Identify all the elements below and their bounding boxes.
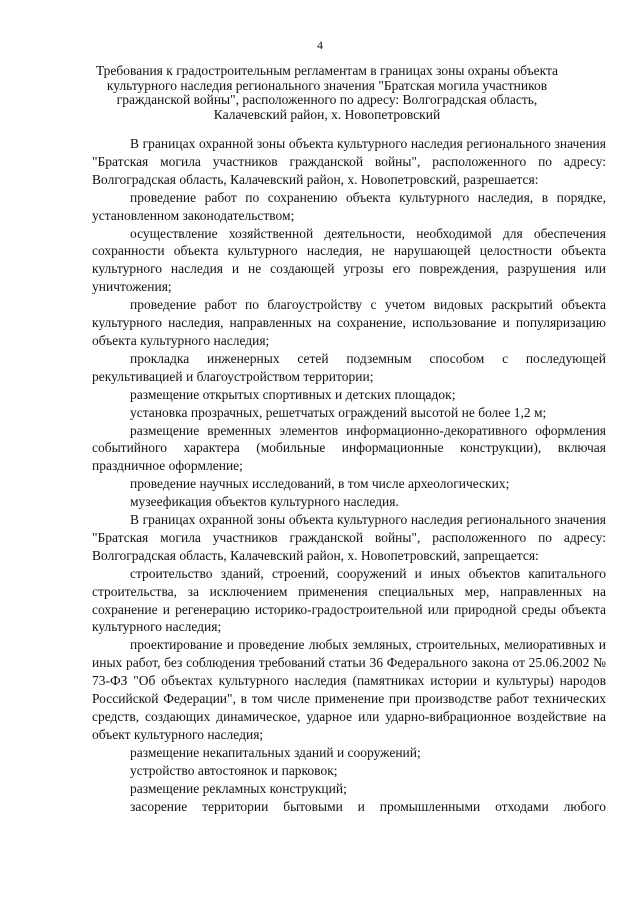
list-item-prohibited: строительство зданий, строений, сооружений и иных объектов капитального строительства, за исключением применения специальных мер, направленных на сохранение и регенерацию историко-градостроительной или природной среды объекта культурного наследия; bbox=[92, 565, 606, 635]
page-number: 4 bbox=[317, 38, 323, 52]
list-item-prohibited: размещение некапитальных зданий и сооружений; bbox=[130, 744, 421, 760]
list-item-permitted: прокладка инженерных сетей подземным способом с последующей рекультивацией и благоустройством территории; bbox=[92, 350, 606, 384]
list-item-prohibited: устройство автостоянок и парковок; bbox=[130, 762, 338, 778]
list-item-permitted: проведение работ по благоустройству с учетом видовых раскрытий объекта культурного наследия, направленных на сохранение, использование и популяризацию объекта культурного наследия; bbox=[92, 297, 606, 348]
list-item-permitted: осуществление хозяйственной деятельности, необходимой для обеспечения сохранности объекта культурного наследия, не нарушающей целостности объекта культурного наследия и не создающей угрозы его повреждения, разрушения или уничтожения; bbox=[92, 225, 606, 295]
document-body bbox=[92, 135, 606, 815]
list-item-prohibited: засорение территории бытовыми и промышленными отходами любого bbox=[130, 798, 606, 814]
list-item-permitted: установка прозрачных, решетчатых ограждений высотой не более 1,2 м; bbox=[130, 404, 547, 420]
document-title: Требования к градостроительным регламентам в границах зоны охраны объекта культурного наследия регионального значения "Братская могила участников гражданской войны", расположенного по адресу: Волгоградская область, Калачевский район, х. Новопетровский bbox=[95, 63, 559, 122]
list-item-permitted: проведение работ по сохранению объекта культурного наследия, в порядке, установленном законодательством; bbox=[92, 189, 606, 223]
list-item-prohibited: размещение рекламных конструкций; bbox=[130, 780, 347, 796]
list-item-permitted: размещение открытых спортивных и детских площадок; bbox=[130, 386, 456, 402]
paragraph-permitted-intro: В границах охранной зоны объекта культурного наследия регионального значения "Братская могила участников гражданской войны", расположенного по адресу: Волгоградская область, Калачевский район, х. Новопетровский, разрешается: bbox=[92, 136, 606, 187]
list-item-permitted: размещение временных элементов информационно-декоративного оформления событийного характера (мобильные информационные конструкции), включая праздничное оформление; bbox=[92, 422, 606, 474]
list-item-prohibited: проектирование и проведение любых земляных, строительных, мелиоративных и иных работ, без соблюдения требований статьи 36 Федерального закона от 25.06.2002 № 73-ФЗ "Об объектах культурного наследия (памятниках истории и культуры) народов Российской Федерации", в том числе применение при производстве работ технических средств, создающих динамическое, ударное или ударно-вибрационное воздействие на объект культурного наследия; bbox=[92, 637, 606, 742]
paragraph-prohibited-intro: В границах охранной зоны объекта культурного наследия регионального значения "Братская могила участников гражданской войны", расположенного по адресу: Волгоградская область, Калачевский район, х. Новопетровский, запрещается: bbox=[92, 512, 606, 563]
list-item-permitted: музеефикация объектов культурного наследия. bbox=[130, 494, 399, 510]
list-item-permitted: проведение научных исследований, в том числе археологических; bbox=[130, 476, 510, 492]
